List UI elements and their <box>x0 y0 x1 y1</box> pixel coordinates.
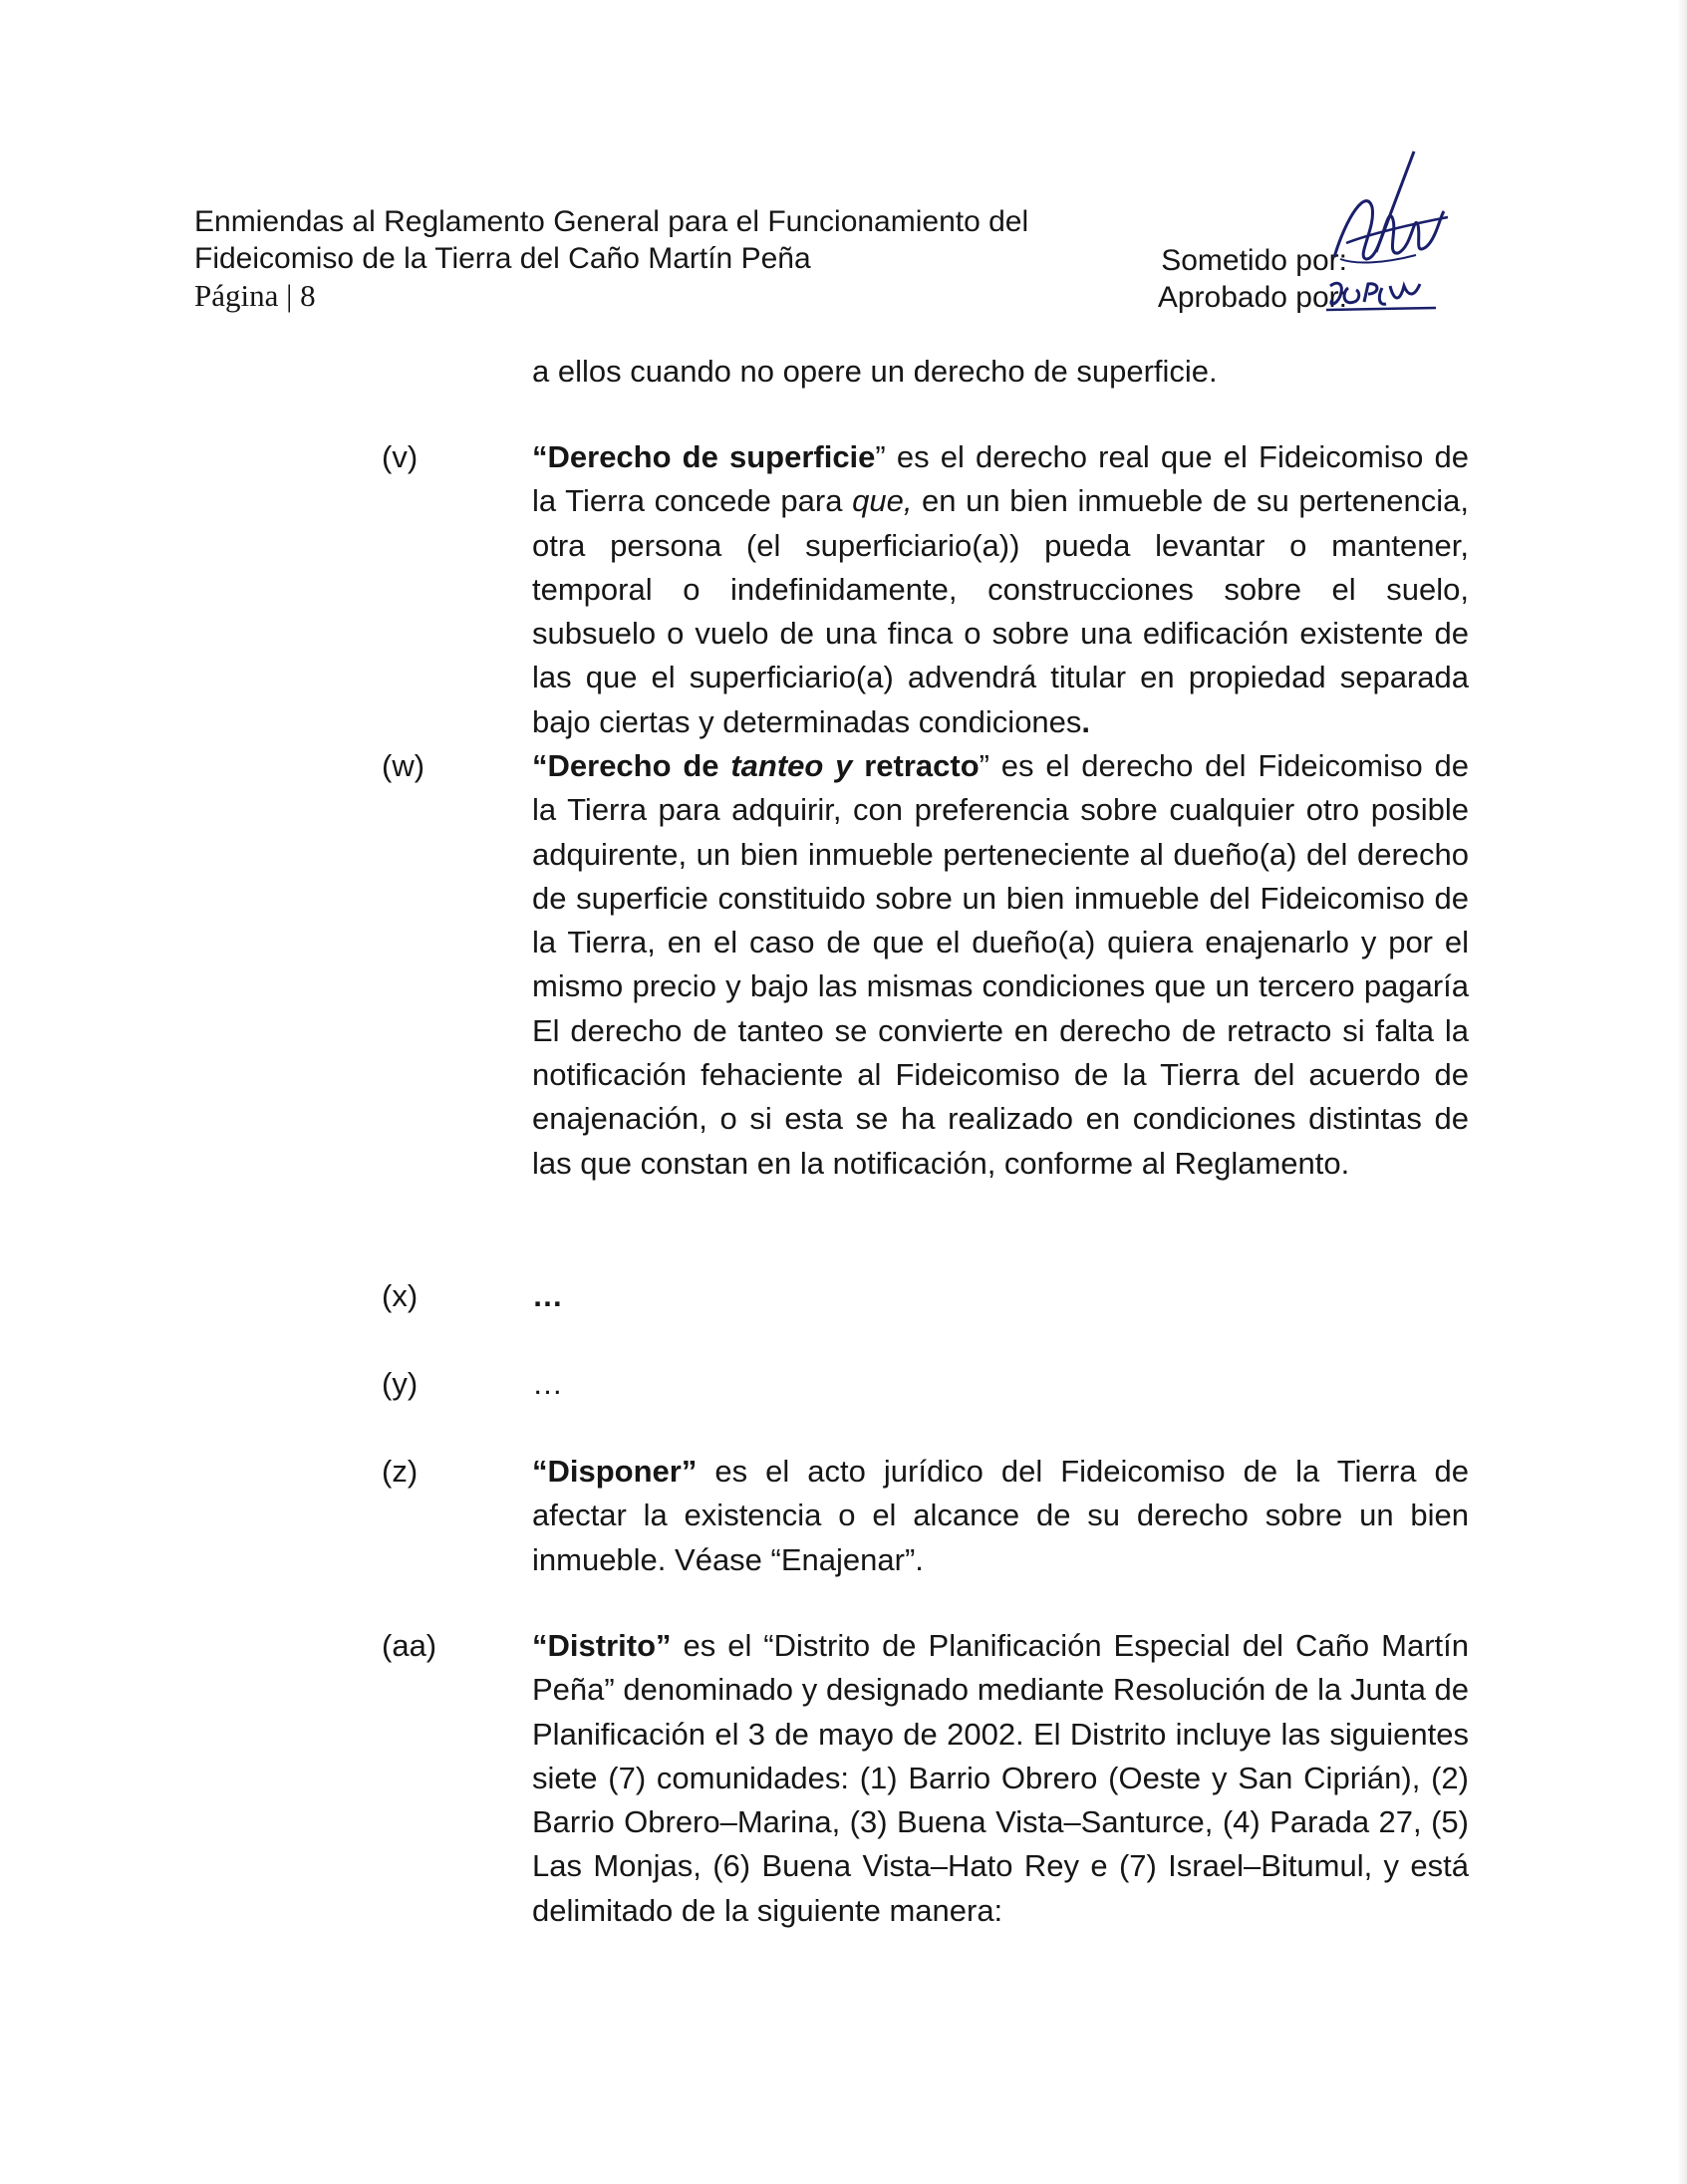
header-title-line1: Enmiendas al Reglamento General para el Funcionamiento del <box>194 205 1029 238</box>
item-label-v: (v) <box>382 439 419 474</box>
page-header <box>194 204 1450 319</box>
definition-disponer: “Disponer” es el acto jurídico del Fideicomiso de la Tierra de afectar la existencia o el alcance de su derecho sobre un bien inmueble. Véase “Enajenar”. <box>532 1454 1469 1577</box>
header-title-line2: Fideicomiso de la Tierra del Caño Martín Peña <box>194 242 811 275</box>
submitted-signature-image <box>1326 147 1451 275</box>
page-number: Página | 8 <box>194 278 316 313</box>
approved-initials-image <box>1324 276 1439 316</box>
definition-distrito: “Distrito” es el “Distrito de Planificación Especial del Caño Martín Peña” denominado y designado mediante Resolución de la Junta de Planificación el 3 de mayo de 2002. El Distrito incluye las siguientes siete (7) comunidades: (1) Barrio Obrero (Oeste y San Ciprián), (2) Barrio Obrero–Marina, (3) Buena Vista–Santurce, (4) Parada 27, (5) Las Monjas, (6) Buena Vista–Hato Rey e (7) Israel–Bitumul, y está delimitado de la siguiente manera: <box>532 1628 1469 1928</box>
term-distrito: “Distrito” <box>532 1628 672 1663</box>
definition-derecho-de-superficie: “Derecho de superficie” es el derecho real que el Fideicomiso de la Tierra concede para que, en un bien inmueble de su pertenencia, otra persona (el superficiario(a)) pueda levantar o mantener, temporal o indefinidamente, construcciones sobre el suelo, subsuelo o vuelo de una finca o sobre una edificación existente de las que el superficiario(a) advendrá titular en propiedad separada bajo ciertas y determinadas condiciones. <box>532 439 1470 739</box>
continuation-line: a ellos cuando no opere un derecho de superficie. <box>532 354 1218 389</box>
submitted-by-label: Sometido por: <box>1161 244 1347 277</box>
item-label-z: (z) <box>382 1454 419 1489</box>
approved-by-label: Aprobado por: <box>1157 281 1347 314</box>
definition-x-omitted: … <box>532 1278 563 1313</box>
term-derecho-de-tanteo-y-retracto: “Derecho de tanteo y retracto <box>532 748 980 783</box>
item-label-aa: (aa) <box>382 1628 437 1663</box>
term-disponer: “Disponer” <box>532 1454 698 1489</box>
definition-derecho-de-tanteo-y-retracto: “Derecho de tanteo y retracto” es el derecho del Fideicomiso de la Tierra para adquirir, con preferencia sobre cualquier otro posible adquirente, un bien inmueble perteneciente al dueño(a) del derecho de superficie constituido sobre un bien inmueble del Fideicomiso de la Tierra, en el caso de que el dueño(a) quiera enajenarlo y por el mismo precio y bajo las mismas condiciones que un tercero pagaría El derecho de tanteo se convierte en derecho de retracto si falta la notificación fehaciente al Fideicomiso de la Tierra del acuerdo de enajenación, o si esta se ha realizado en condiciones distintas de las que constan en la notificación, conforme al Reglamento. <box>532 748 1470 1181</box>
item-label-y: (y) <box>382 1366 419 1401</box>
item-label-w: (w) <box>382 748 425 783</box>
item-label-x: (x) <box>382 1278 419 1313</box>
term-derecho-de-superficie: “Derecho de superficie <box>532 439 876 474</box>
page-edge-shadow <box>1677 0 1687 2184</box>
definition-y-omitted: … <box>532 1366 563 1401</box>
